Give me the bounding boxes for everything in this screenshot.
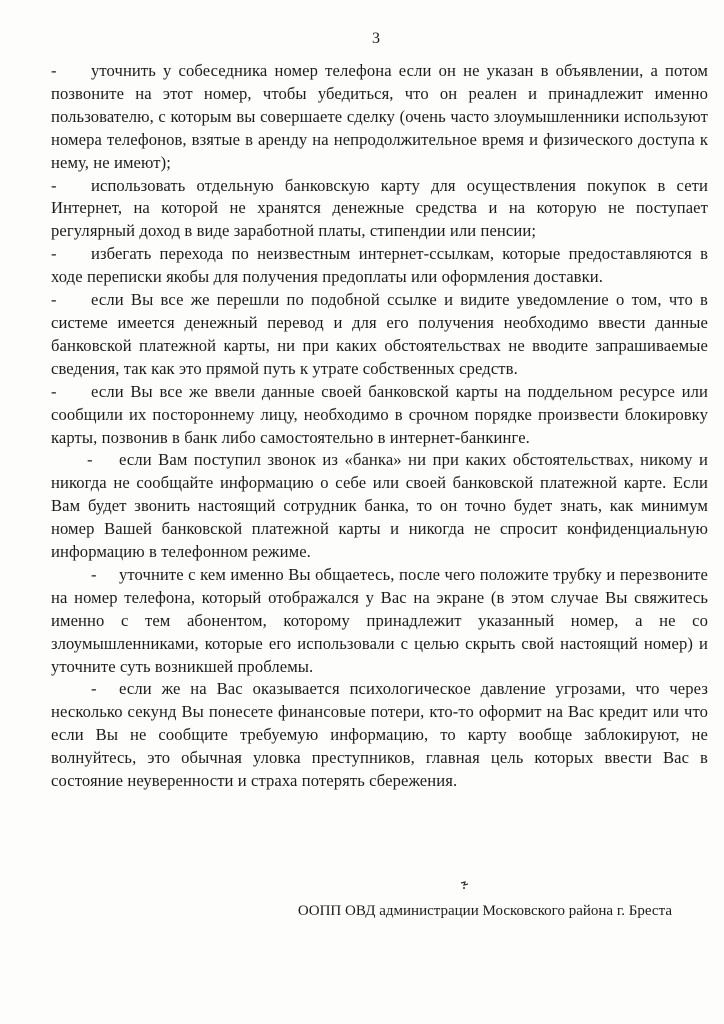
- footer-signature: ООПП ОВД администрации Московского района г. Бреста: [297, 903, 672, 919]
- list-item: [51, 175, 708, 244]
- bullet-dash: -: [87, 450, 93, 470]
- signature-mark: [459, 880, 471, 897]
- list-item: [51, 449, 708, 564]
- body-text: [51, 60, 708, 793]
- item-text: уточнить у собеседника номер телефона если он не указан в объявлении, а потом позвоните на этот номер, чтобы убедиться, что он реален и принадлежит именно пользователю, с которым вы совершаете сделку (очень часто злоумышленники используют номера телефонов, взятые в аренду на непродолжительное время и физического доступа к нему, не имеют);: [51, 61, 708, 172]
- list-item: [51, 678, 708, 793]
- list-item: [51, 289, 708, 381]
- bullet-dash: -: [51, 244, 57, 264]
- list-item: [51, 381, 708, 450]
- bullet-dash: -: [51, 290, 57, 310]
- item-text: если Вы все же ввели данные своей банковской карты на поддельном ресурсе или сообщили их постороннему лицу, необходимо в срочном порядке произвести блокировку карты, позвонив в банк либо самостоятельно в интернет-банкинге.: [51, 381, 708, 447]
- bullet-dash: -: [51, 61, 57, 80]
- item-text: если же на Вас оказывается психологическое давление угрозами, что через несколько секунд Вы понесете финансовые потери, кто-то оформит на Вас кредит или что если Вы не сообщите требуемую информацию, то карту вообще заблокируют, не волнуйтесь, это обычная уловка преступников, главная цель которых ввести Вас в состояние неуверенности и страха потерять сбережения.: [51, 679, 708, 791]
- item-text: избегать перехода по неизвестным интернет-ссылкам, которые предоставляются в ходе переписки якобы для получения предоплаты или оформления доставки.: [51, 244, 708, 287]
- item-text: если Вам поступил звонок из «банка» ни при каких обстоятельствах, никому и никогда не сообщайте информацию о себе или своей банковской платежной карте. Если Вам будет звонить настоящий сотрудник банка, то он точно будет знать, как минимум номер Вашей банковской платежной карты и никогда не спросит конфиденциальную информацию в телефонном режиме.: [51, 450, 708, 562]
- list-item: [51, 564, 708, 679]
- list-item: [51, 60, 708, 175]
- bullet-dash: -: [51, 175, 57, 195]
- list-item: [51, 243, 708, 289]
- bullet-dash: -: [91, 564, 97, 584]
- signature-mark-icon: [459, 880, 471, 892]
- bullet-dash: -: [51, 381, 57, 401]
- item-text: уточните с кем именно Вы общаетесь, после чего положите трубку и перезвоните на номер телефона, который отображался у Вас на экране (в этом случае Вы свяжитесь именно с тем абонентом, которому принадлежит указанный номер, а не со злоумышленниками, которые его использовали с целью скрыть свой настоящий номер) и уточните суть возникшей проблемы.: [51, 564, 708, 676]
- item-text: использовать отдельную банковскую карту для осуществления покупок в сети Интернет, на которой не хранятся денежные средства и на которую не поступает регулярный доход в виде заработной платы, стипендии или пенсии;: [51, 175, 708, 241]
- bullet-dash: -: [91, 679, 97, 699]
- item-text: если Вы все же перешли по подобной ссылке и видите уведомление о том, что в системе имеется денежный перевод и для его получения необходимо ввести данные банковской платежной карты, ни при каких обстоятельствах не вводите запрашиваемые сведения, так как это прямой путь к утрате собственных средств.: [51, 290, 708, 378]
- page-number: 3: [372, 30, 380, 47]
